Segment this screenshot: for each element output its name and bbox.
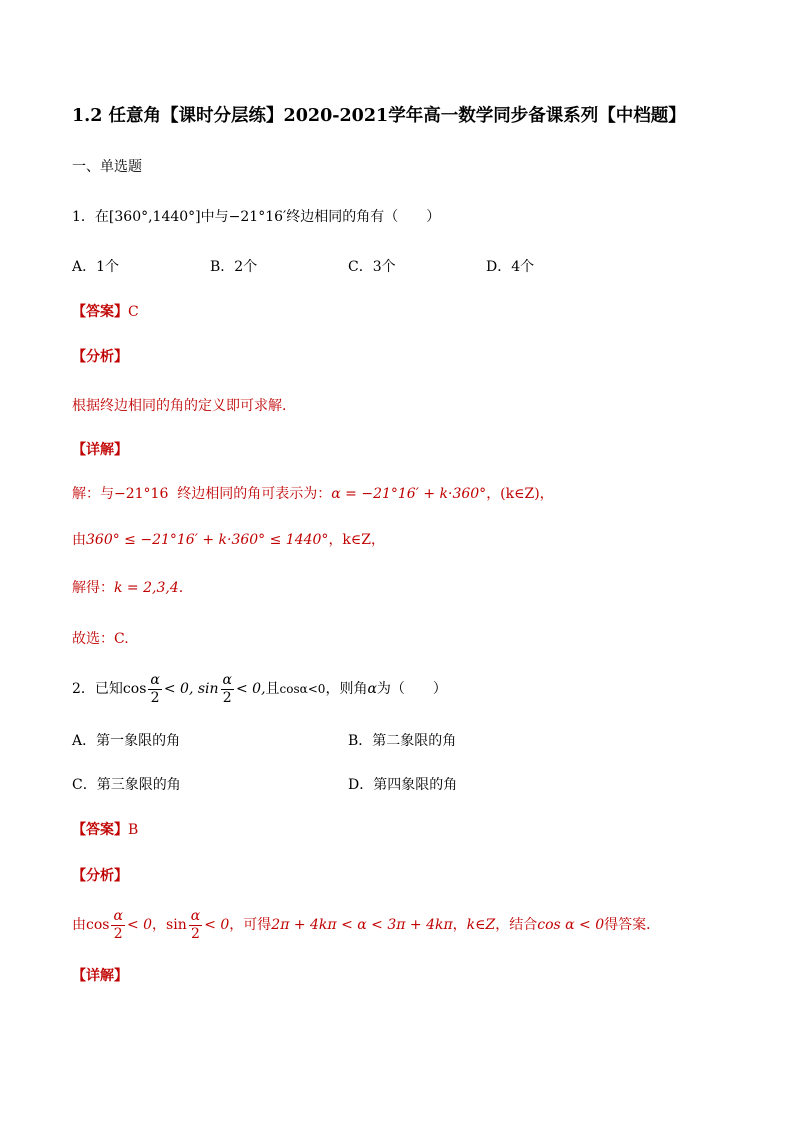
answer-value: C (128, 304, 139, 320)
condition: cosα<0 (279, 682, 326, 696)
numerator: α (113, 907, 123, 924)
numerator: α (222, 671, 232, 688)
q1-stem-text: 终边相同的角有（ ） (286, 209, 441, 225)
denominator: 2 (222, 689, 232, 706)
k-condition: k∈Z (466, 917, 496, 933)
text: 由 (72, 532, 86, 548)
text: . (178, 580, 184, 596)
question-1-stem (72, 207, 440, 227)
sin: sin (166, 917, 187, 933)
alpha: α (367, 681, 377, 697)
page-title: 1.2 任意角【课时分层练】2020-2021学年高一数学同步备课系列【中档题】 (72, 106, 686, 126)
section-heading: 一、单选题 (72, 159, 142, 175)
q1-option-a[interactable]: A．1个 (72, 259, 120, 275)
answer-value: B (128, 822, 139, 838)
text: ， (452, 917, 467, 933)
q1-interval: [360°,1440°] (108, 209, 201, 225)
fraction (221, 672, 234, 707)
q1-detail-line-4: 故选：C. (72, 631, 129, 647)
q1-stem-text: 中与 (200, 209, 229, 225)
q1-option-d[interactable]: D．4个 (486, 259, 535, 275)
inequality: < 0, sin (163, 681, 219, 697)
condition: ，(k∈Z)， (486, 486, 554, 502)
fraction (189, 908, 202, 943)
q2-option-d[interactable]: D．第四象限的角 (348, 777, 458, 793)
inequality: < 0 (126, 917, 153, 933)
q2-stem-text: 为（ ） (376, 681, 447, 697)
text: ，可得 (229, 917, 272, 933)
text: 解：与 (72, 486, 114, 502)
answer-tag: 【答案】 (72, 822, 128, 838)
q2-stem-text: ，则角 (325, 681, 368, 697)
q1-detail-line-3 (72, 578, 183, 598)
denominator: 2 (150, 689, 160, 706)
cos: cos (122, 681, 147, 697)
fraction (111, 908, 124, 943)
cos: cos (86, 917, 110, 933)
q2-option-a[interactable]: A．第一象限的角 (72, 733, 181, 749)
denominator: 2 (190, 925, 200, 942)
inequality: < 0 (204, 917, 230, 933)
condition: ，k∈Z， (328, 532, 386, 548)
q2-option-c[interactable]: C．第三象限的角 (72, 777, 181, 793)
denominator: 2 (113, 925, 123, 942)
expression: α = −21°16′ + k·360° (331, 486, 487, 502)
q1-detail-tag: 【详解】 (72, 442, 128, 458)
text: 得答案． (604, 917, 661, 933)
expression: 2π + 4kπ < α < 3π + 4kπ (271, 917, 453, 933)
q1-detail-line-2 (72, 530, 385, 550)
expression: 360° ≤ −21°16′ + k·360° ≤ 1440° (86, 532, 329, 548)
numerator: α (190, 907, 201, 924)
q2-analysis-text (72, 906, 660, 944)
text: 解得： (72, 580, 114, 596)
q2-stem-text: 且 (265, 681, 280, 697)
q1-analysis-tag: 【分析】 (72, 349, 128, 365)
q1-answer (72, 302, 139, 322)
q1-detail-line-1 (72, 484, 554, 504)
expression: cos α < 0 (537, 917, 605, 933)
text: 终边相同的角可表示为： (177, 486, 332, 502)
fraction (148, 672, 161, 707)
numerator: α (150, 671, 160, 688)
inequality: < 0, (236, 681, 266, 697)
q2-option-b[interactable]: B．第二象限的角 (348, 733, 457, 749)
text: ，结合 (495, 917, 538, 933)
q1-option-c[interactable]: C．3个 (348, 259, 396, 275)
q1-angle: −21°16′ (228, 209, 287, 225)
expression: k = 2,3,4 (114, 580, 179, 596)
text: 由 (72, 917, 86, 933)
answer-tag: 【答案】 (72, 304, 128, 320)
angle: −21°16 (114, 486, 169, 502)
question-2-stem (72, 670, 447, 708)
q2-stem-text: 2．已知 (72, 681, 123, 697)
q2-detail-tag: 【详解】 (72, 968, 128, 984)
q2-analysis-tag: 【分析】 (72, 868, 128, 884)
q2-answer (72, 820, 138, 840)
q1-stem-text: 1．在 (72, 209, 109, 225)
text: ， (152, 917, 167, 933)
q1-analysis-text: 根据终边相同的角的定义即可求解. (72, 398, 287, 414)
q1-option-b[interactable]: B．2个 (210, 259, 258, 275)
